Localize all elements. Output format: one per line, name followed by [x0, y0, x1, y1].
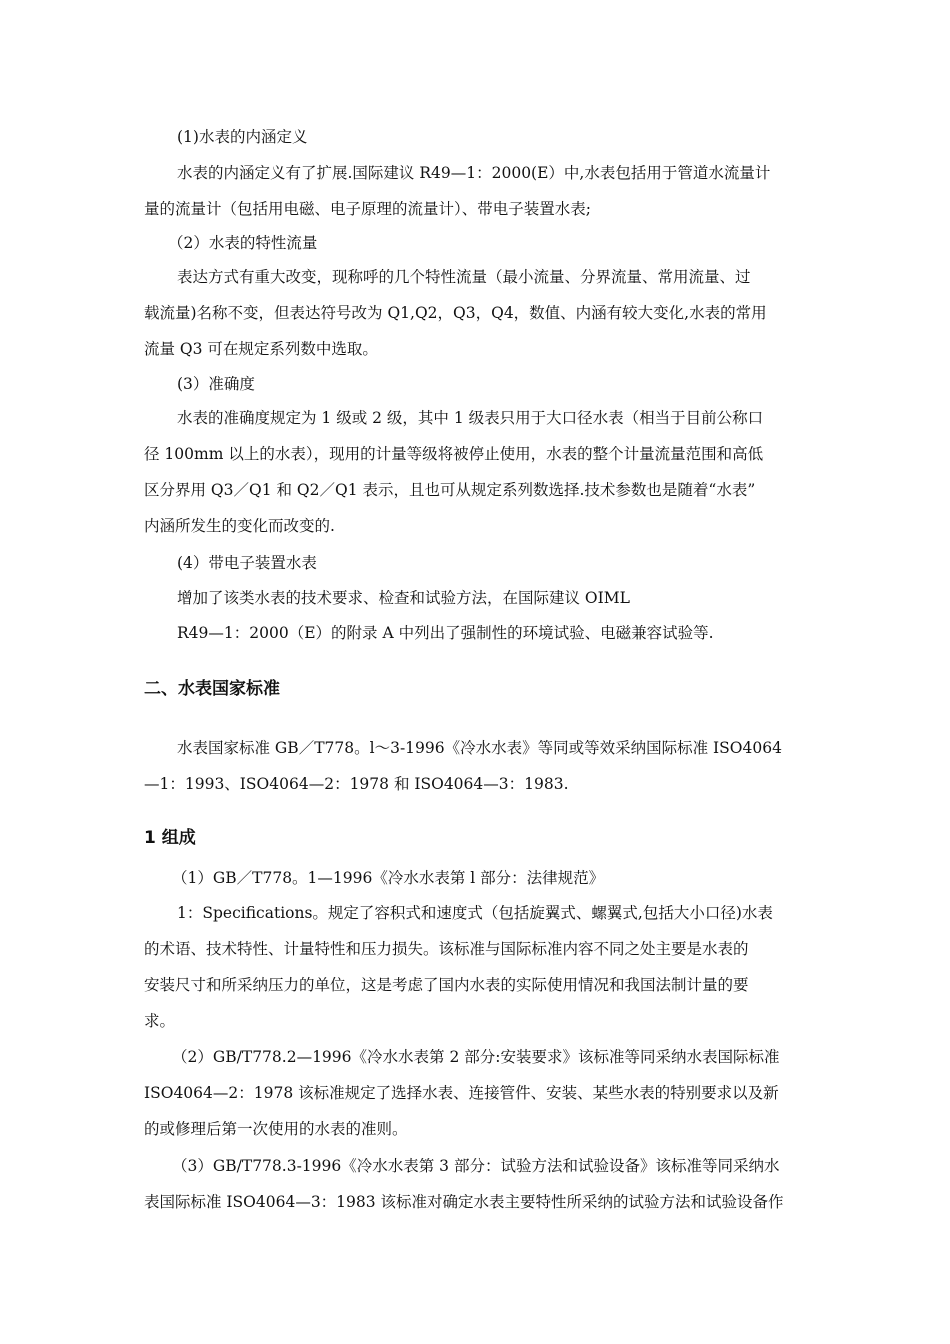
paragraph-1 [144, 119, 808, 155]
text-line: ISO4064—2：1978 该标准规定了选择水表、连接管件、安装、某些水表的特别要求以及新 [144, 1084, 779, 1102]
text-line: （2）GB/T778.2—1996《冷水水表第 2 部分:安装要求》该标准等同采纳水表国际标准 [172, 1048, 780, 1066]
text-line: 内涵所发生的变化而改变的. [144, 517, 335, 535]
text-line: 增加了该类水表的技术要求、检查和试验方法，在国际建议 OIML [177, 589, 630, 607]
text-line: 的术语、技术特性、计量特性和压力损失。该标准与国际标准内容不同之处主要是水表的 [144, 940, 749, 958]
paragraph-14 [144, 1148, 808, 1220]
paragraph-5 [144, 366, 808, 402]
text-line: 载流量)名称不变，但表达符号改为 Q1,Q2，Q3，Q4，数值、内涵有较大变化,水表的常用 [144, 304, 767, 322]
paragraph-13 [144, 1039, 808, 1147]
paragraph-4 [144, 259, 808, 367]
paragraph-9 [144, 615, 808, 651]
text-line: R49—1：2000（E）的附录 A 中列出了强制性的环境试验、电磁兼容试验等. [177, 624, 714, 642]
text-line: 量的流量计（包括用电磁、电子原理的流量计）、带电子装置水表; [144, 200, 591, 218]
paragraph-8 [144, 580, 808, 616]
paragraph-12 [144, 895, 808, 1039]
text-line: 1：Specifications。规定了容积式和速度式（包括旋翼式、螺翼式,包括大小口径)水表 [177, 904, 773, 922]
text-line: 求。 [144, 1012, 176, 1030]
paragraph-11 [144, 860, 808, 896]
text-line: 水表的内涵定义有了扩展.国际建议 R49—1：2000(E）中,水表包括用于管道水流量计 [177, 164, 771, 182]
text-line: —1：1993、ISO4064—2：1978 和 ISO4064—3：1983. [144, 775, 569, 793]
paragraph-6 [144, 400, 808, 544]
paragraph-10 [144, 730, 808, 802]
text-line: 径 100mm 以上的水表），现用的计量等级将被停止使用，水表的整个计量流量范围和高低 [144, 445, 764, 463]
text-line: （3）GB/T778.3-1996《冷水水表第 3 部分：试验方法和试验设备》该标准等同采纳水 [172, 1157, 780, 1175]
text-line: (4）带电子装置水表 [177, 554, 317, 572]
subsection-heading: 1 组成 [144, 828, 196, 848]
paragraph-2 [144, 155, 808, 227]
paragraph-3 [144, 225, 808, 261]
text-line: 流量 Q3 可在规定系列数中选取。 [144, 340, 378, 358]
text-line: （2）水表的特性流量 [168, 234, 318, 252]
text-line: (1)水表的内涵定义 [177, 128, 308, 146]
section-heading: 二、水表国家标准 [144, 679, 280, 699]
text-line: 表达方式有重大改变，现称呼的几个特性流量（最小流量、分界流量、常用流量、过 [177, 268, 751, 286]
paragraph-7 [144, 545, 808, 581]
text-line: （1）GB／T778。1—1996《冷水水表第 l 部分：法律规范》 [172, 869, 605, 887]
text-line: 水表的准确度规定为 1 级或 2 级，其中 1 级表只用于大口径水表（相当于目前公称口 [177, 409, 764, 427]
text-line: 水表国家标准 GB／T778。l～3-1996《冷水水表》等同或等效采纳国际标准 ISO4064 [177, 739, 782, 757]
text-line: 表国际标准 ISO4064—3：1983 该标准对确定水表主要特性所采纳的试验方法和试验设备作 [144, 1193, 784, 1211]
text-line: 的或修理后第一次使用的水表的准则。 [144, 1120, 408, 1138]
text-line: 区分界用 Q3／Q1 和 Q2／Q1 表示，且也可从规定系列数选择.技术参数也是随着“水表” [144, 481, 756, 499]
text-line: 安装尺寸和所采纳压力的单位，这是考虑了国内水表的实际使用情况和我国法制计量的要 [144, 976, 749, 994]
text-line: (3）准确度 [177, 375, 255, 393]
